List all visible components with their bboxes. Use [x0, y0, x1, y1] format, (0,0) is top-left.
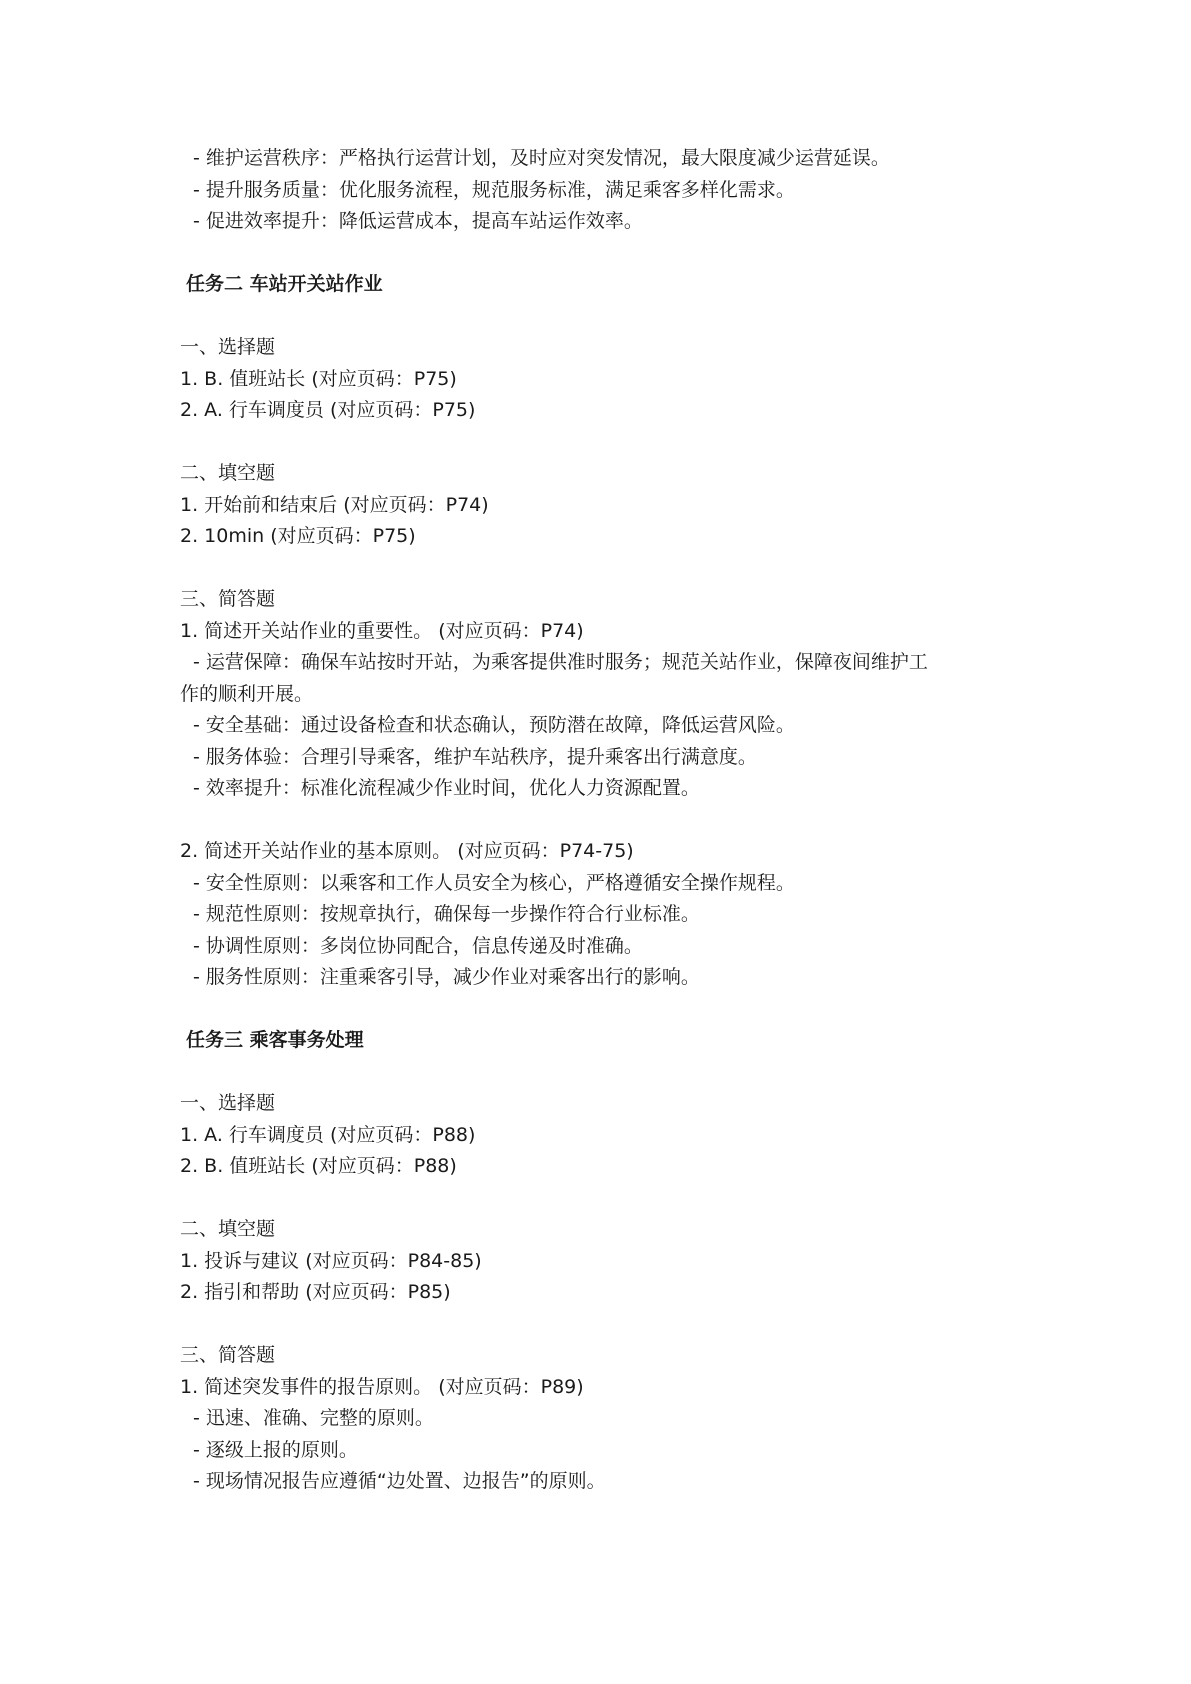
task2-short-answer: - 效率提升：标准化流程减少作业时间，优化人力资源配置。 [193, 777, 700, 799]
intro-bullet: - 提升服务质量：优化服务流程，规范服务标准，满足乘客多样化需求。 [193, 178, 795, 201]
task2-choice-heading: 一、选择题 [180, 336, 276, 358]
intro-bullet: - 维护运营秩序：严格执行运营计划，及时应对突发情况，最大限度减少运营延误。 [193, 147, 890, 169]
task2-choice-item: 1. B. 值班站长 (对应页码：P75) [180, 367, 457, 390]
task3-short-answer: - 现场情况报告应遵循“边处置、边报告”的原则。 [193, 1470, 606, 1492]
task2-short-answer: - 运营保障：确保车站按时开站，为乘客提供准时服务；规范关站作业，保障夜间维护工 [193, 651, 928, 673]
task2-short-answer: - 安全基础：通过设备检查和状态确认，预防潜在故障，降低运营风险。 [193, 714, 795, 736]
task2-short-answer-continuation: 作的顺利开展。 [180, 682, 314, 705]
task2-short-answer: - 安全性原则：以乘客和工作人员安全为核心，严格遵循安全操作规程。 [193, 871, 795, 894]
task3-choice-item: 1. A. 行车调度员 (对应页码：P88) [180, 1123, 476, 1146]
task2-choice-item: 2. A. 行车调度员 (对应页码：P75) [180, 399, 476, 421]
task2-title: 任务二 车站开关站作业 [186, 273, 383, 295]
task2-short-answer: - 协调性原则：多岗位协同配合，信息传递及时准确。 [193, 934, 643, 957]
task3-short-answer: - 迅速、准确、完整的原则。 [193, 1407, 434, 1429]
task2-short-heading: 三、简答题 [180, 588, 276, 610]
task2-short-answer: - 服务性原则：注重乘客引导，减少作业对乘客出行的影响。 [193, 966, 700, 988]
task3-short-answer: - 逐级上报的原则。 [193, 1438, 358, 1461]
task2-short-question: 2. 简述开关站作业的基本原则。 (对应页码：P74-75) [180, 840, 634, 862]
task3-short-heading: 三、简答题 [180, 1344, 276, 1366]
task2-fill-item: 1. 开始前和结束后 (对应页码：P74) [180, 493, 489, 516]
task3-title: 任务三 乘客事务处理 [186, 1029, 364, 1051]
intro-bullet: - 促进效率提升：降低运营成本，提高车站运作效率。 [193, 210, 643, 232]
task2-short-answer: - 服务体验：合理引导乘客，维护车站秩序，提升乘客出行满意度。 [193, 745, 757, 768]
task3-short-question: 1. 简述突发事件的报告原则。 (对应页码：P89) [180, 1375, 584, 1398]
task2-short-answer: - 规范性原则：按规章执行，确保每一步操作符合行业标准。 [193, 903, 700, 925]
page-content [180, 143, 1025, 1498]
task3-fill-heading: 二、填空题 [180, 1218, 276, 1240]
task3-fill-item: 1. 投诉与建议 (对应页码：P84-85) [180, 1249, 482, 1272]
task3-fill-item: 2. 指引和帮助 (对应页码：P85) [180, 1281, 451, 1303]
task2-fill-heading: 二、填空题 [180, 462, 276, 484]
task3-choice-item: 2. B. 值班站长 (对应页码：P88) [180, 1155, 457, 1177]
task2-fill-item: 2. 10min (对应页码：P75) [180, 525, 416, 547]
task3-choice-heading: 一、选择题 [180, 1092, 276, 1114]
task2-short-question: 1. 简述开关站作业的重要性。 (对应页码：P74) [180, 619, 584, 642]
